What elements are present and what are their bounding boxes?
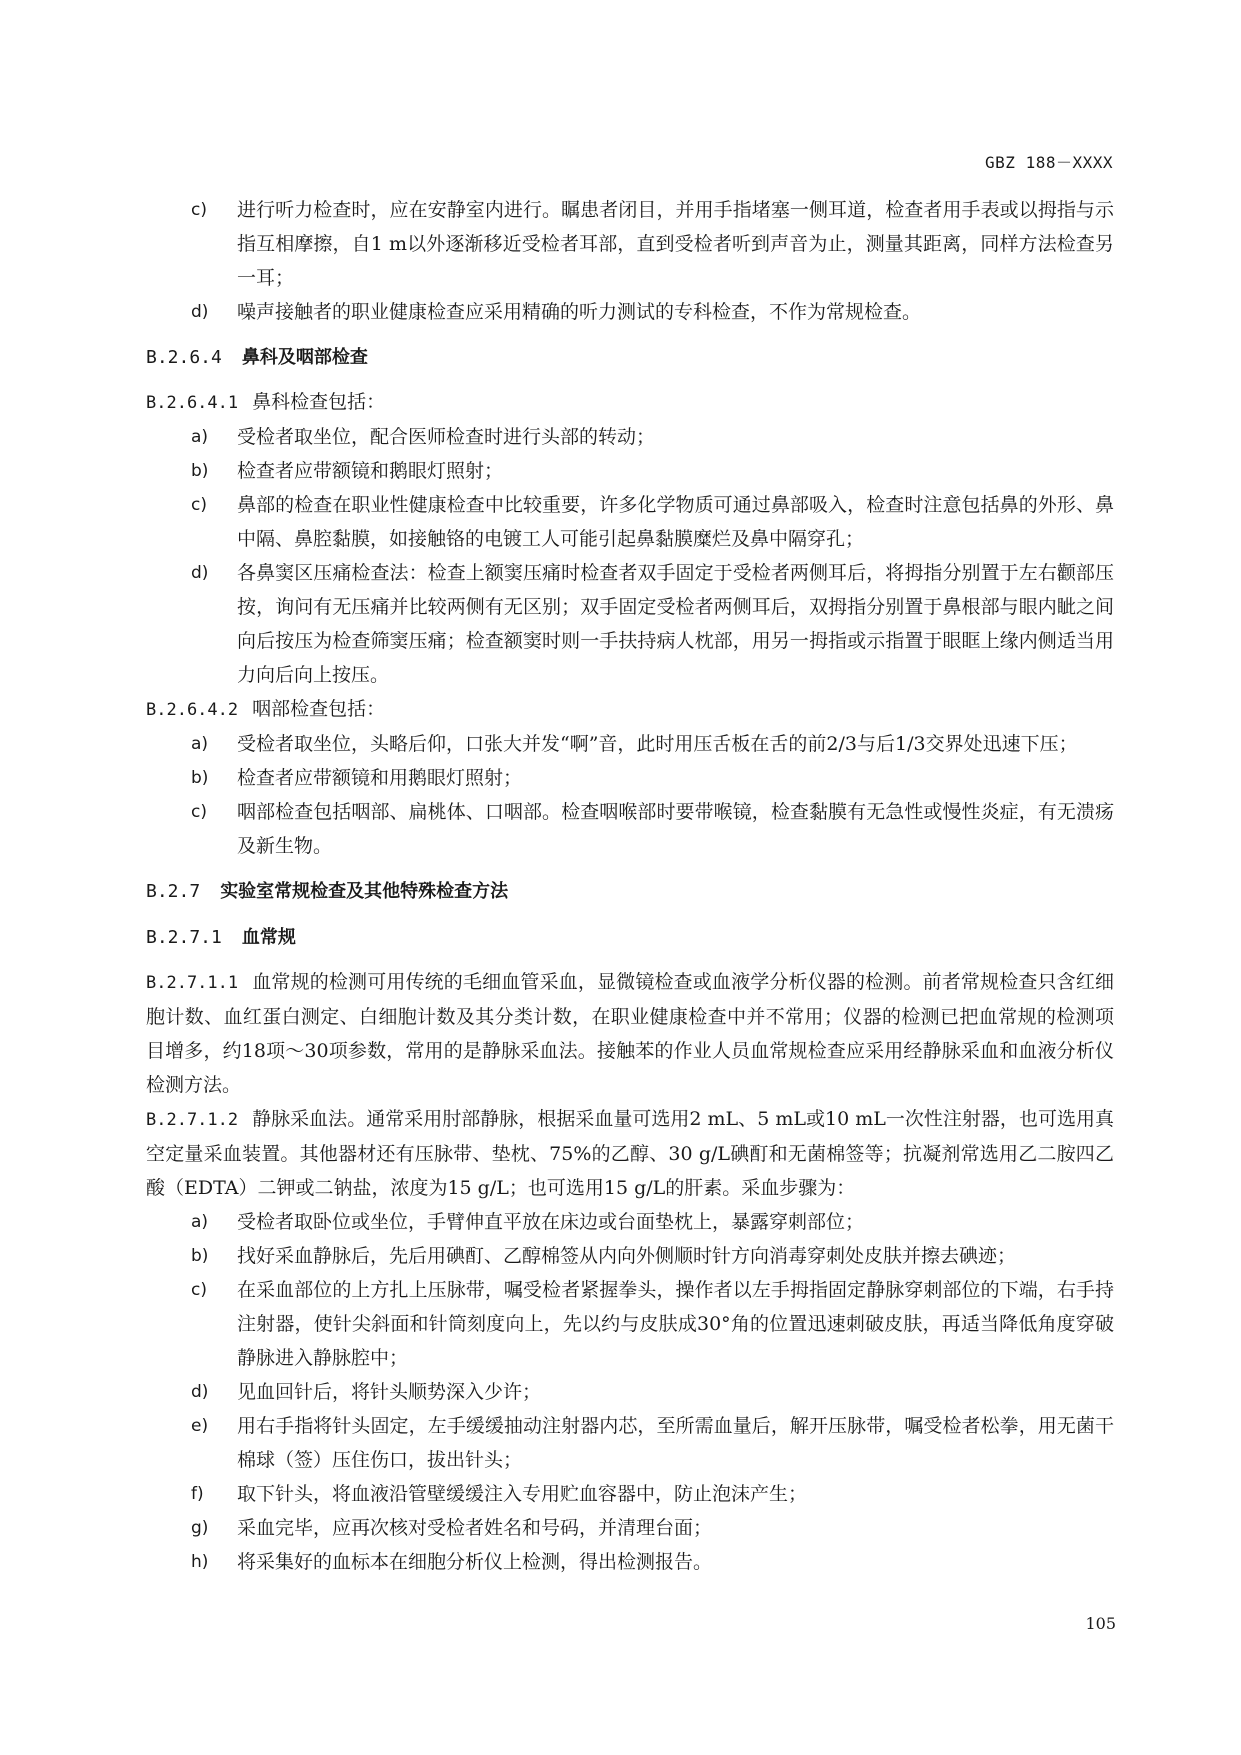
list-item bbox=[146, 488, 1114, 556]
list-marker: a) bbox=[191, 734, 209, 754]
clause-text: 静脉采血法。通常采用肘部静脉，根据采血量可选用2 mL、5 mL或10 mL一次性注射器，也可选用真空定量采血装置。其他器材还有压脉带、垫枕、75%的乙醇、30 g/L碘酊和无菌棉签等；抗凝剂常选用乙二胺四乙酸（EDTA）二钾或二钠盐，浓度为15 g/L；也可选用15 g/L的肝素。采血步骤为： bbox=[146, 1108, 1114, 1199]
list-text: 找好采血静脉后，先后用碘酊、乙醇棉签从内向外侧顺时针方向消毒穿刺处皮肤并擦去碘迹； bbox=[237, 1245, 1017, 1267]
list-marker: b) bbox=[191, 1246, 209, 1266]
subsection-line bbox=[146, 385, 1114, 420]
subsection-number: B.2.6.4.1 bbox=[146, 393, 239, 413]
list-marker: f) bbox=[191, 1484, 204, 1504]
list-item bbox=[146, 727, 1114, 761]
list-marker: d) bbox=[191, 1382, 209, 1402]
list-marker: a) bbox=[191, 1212, 209, 1232]
list-text: 受检者取坐位，配合医师检查时进行头部的转动； bbox=[237, 426, 656, 448]
list-marker: d) bbox=[191, 302, 209, 322]
list-text: 将采集好的血标本在细胞分析仪上检测，得出检测报告。 bbox=[237, 1551, 713, 1573]
clause-number: B.2.7.1.1 bbox=[146, 973, 239, 993]
section-title: 血常规 bbox=[241, 927, 296, 948]
list-item bbox=[146, 1205, 1114, 1239]
list-item bbox=[146, 1545, 1114, 1579]
list-text: 咽部检查包括咽部、扁桃体、口咽部。检查咽喉部时要带喉镜，检查黏膜有无急性或慢性炎症，有无溃疡及新生物。 bbox=[237, 801, 1114, 857]
list-text: 用右手指将针头固定，左手缓缓抽动注射器内芯，至所需血量后，解开压脉带，嘱受检者松拳，用无菌干棉球（签）压住伤口，拔出针头； bbox=[237, 1415, 1114, 1471]
subsection-number: B.2.6.4.2 bbox=[146, 700, 239, 720]
list-item bbox=[146, 1273, 1114, 1375]
list-marker: c) bbox=[191, 200, 207, 220]
list-text: 检查者应带额镜和鹅眼灯照射； bbox=[237, 460, 504, 482]
list-marker: b) bbox=[191, 461, 209, 481]
section-title: 实验室常规检查及其他特殊检查方法 bbox=[220, 881, 509, 902]
list-item bbox=[146, 420, 1114, 454]
clause-paragraph bbox=[146, 1102, 1114, 1205]
section-heading bbox=[146, 875, 1114, 909]
list-item bbox=[146, 295, 1114, 329]
list-item bbox=[146, 454, 1114, 488]
document-body bbox=[146, 193, 1114, 1579]
list-text: 鼻部的检查在职业性健康检查中比较重要，许多化学物质可通过鼻部吸入，检查时注意包括鼻的外形、鼻中隔、鼻腔黏膜，如接触铬的电镀工人可能引起鼻黏膜糜烂及鼻中隔穿孔； bbox=[237, 494, 1114, 550]
section-number: B.2.7 bbox=[146, 881, 201, 902]
list-item bbox=[146, 1477, 1114, 1511]
list-text: 受检者取卧位或坐位，手臂伸直平放在床边或台面垫枕上，暴露穿刺部位； bbox=[237, 1211, 865, 1233]
list-text: 噪声接触者的职业健康检查应采用精确的听力测试的专科检查，不作为常规检查。 bbox=[237, 301, 922, 323]
section-number: B.2.7.1 bbox=[146, 927, 222, 948]
subsection-text: 咽部检查包括： bbox=[252, 698, 386, 720]
list-item bbox=[146, 1511, 1114, 1545]
list-marker: a) bbox=[191, 427, 209, 447]
clause-text: 血常规的检测可用传统的毛细血管采血，显微镜检查或血液学分析仪器的检测。前者常规检查只含红细胞计数、血红蛋白测定、白细胞计数及其分类计数，在职业健康检查中并不常用；仪器的检测已把血常规的检测项目增多，约18项～30项参数，常用的是静脉采血法。接触苯的作业人员血常规检查应采用经静脉采血和血液分析仪检测方法。 bbox=[146, 971, 1114, 1096]
list-marker: b) bbox=[191, 768, 209, 788]
list-text: 见血回针后，将针头顺势深入少许； bbox=[237, 1381, 542, 1403]
list-item bbox=[146, 761, 1114, 795]
list-marker: c) bbox=[191, 1280, 207, 1300]
list-text: 在采血部位的上方扎上压脉带，嘱受检者紧握拳头，操作者以左手拇指固定静脉穿刺部位的下端，右手持注射器，使针尖斜面和针筒刻度向上，先以约与皮肤成30°角的位置迅速刺破皮肤，再适当降低角度穿破静脉进入静脉腔中； bbox=[237, 1279, 1114, 1369]
subsection-line bbox=[146, 692, 1114, 727]
list-text: 受检者取坐位，头略后仰，口张大并发“啊”音，此时用压舌板在舌的前2/3与后1/3交界处迅速下压； bbox=[237, 733, 1078, 755]
section-heading bbox=[146, 341, 1114, 375]
list-item bbox=[146, 1409, 1114, 1477]
list-item bbox=[146, 193, 1114, 295]
section-title: 鼻科及咽部检查 bbox=[241, 347, 368, 368]
standard-number: GBZ 188－XXXX bbox=[985, 153, 1113, 172]
section-number: B.2.6.4 bbox=[146, 347, 222, 368]
subsection-text: 鼻科检查包括： bbox=[252, 391, 386, 413]
list-item bbox=[146, 1375, 1114, 1409]
list-text: 检查者应带额镜和用鹅眼灯照射； bbox=[237, 767, 523, 789]
list-item bbox=[146, 795, 1114, 863]
list-marker: g) bbox=[191, 1518, 209, 1538]
section-heading bbox=[146, 921, 1114, 955]
list-marker: d) bbox=[191, 563, 209, 583]
list-marker: c) bbox=[191, 802, 207, 822]
list-marker: e) bbox=[191, 1416, 209, 1436]
list-text: 进行听力检查时，应在安静室内进行。瞩患者闭目，并用手指堵塞一侧耳道，检查者用手表或以拇指与示指互相摩擦，自1 m以外逐渐移近受检者耳部，直到受检者听到声音为止，测量其距离，同样方法检查另一耳； bbox=[237, 199, 1114, 289]
list-marker: c) bbox=[191, 495, 207, 515]
list-text: 采血完毕，应再次核对受检者姓名和号码，并清理台面； bbox=[237, 1517, 713, 1539]
list-text: 各鼻窦区压痛检查法：检查上额窦压痛时检查者双手固定于受检者两侧耳后，将拇指分别置于左右颧部压按，询问有无压痛并比较两侧有无区别；双手固定受检者两侧耳后，双拇指分别置于鼻根部与眼内眦之间向后按压为检查筛窦压痛；检查额窦时则一手扶持病人枕部，用另一拇指或示指置于眼眶上缘内侧适当用力向后向上按压。 bbox=[237, 562, 1114, 686]
list-item bbox=[146, 556, 1114, 692]
clause-paragraph bbox=[146, 965, 1114, 1102]
list-item bbox=[146, 1239, 1114, 1273]
list-marker: h) bbox=[191, 1552, 209, 1572]
clause-number: B.2.7.1.2 bbox=[146, 1110, 239, 1130]
list-text: 取下针头，将血液沿管壁缓缓注入专用贮血容器中，防止泡沫产生； bbox=[237, 1483, 808, 1505]
page-number: 105 bbox=[1085, 1614, 1116, 1633]
